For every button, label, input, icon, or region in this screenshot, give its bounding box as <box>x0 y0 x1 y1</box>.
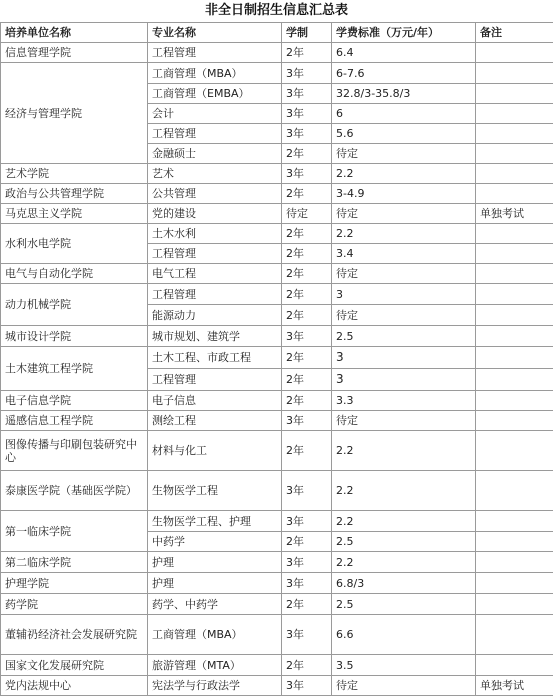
fee-cell: 2.5 <box>332 326 476 347</box>
note-cell <box>476 511 553 532</box>
note-cell <box>476 63 553 84</box>
major-cell: 电子信息 <box>148 391 282 411</box>
header-years: 学制 <box>282 23 332 43</box>
admissions-table <box>0 22 553 696</box>
fee-cell: 6-7.6 <box>332 63 476 84</box>
fee-cell: 待定 <box>332 305 476 326</box>
note-cell <box>476 305 553 326</box>
fee-cell: 3.5 <box>332 655 476 676</box>
years-cell: 2年 <box>282 532 332 552</box>
major-cell: 护理 <box>148 573 282 594</box>
table-row <box>1 676 553 696</box>
header-unit: 培养单位名称 <box>1 23 148 43</box>
unit-cell: 董辅礽经济社会发展研究院 <box>1 615 148 655</box>
major-cell: 工商管理（EMBA） <box>148 84 282 104</box>
major-cell: 工商管理（MBA） <box>148 615 282 655</box>
table-row <box>1 284 553 305</box>
note-cell <box>476 124 553 144</box>
note-cell <box>476 284 553 305</box>
unit-cell: 第二临床学院 <box>1 552 148 573</box>
major-cell: 土木水利 <box>148 224 282 244</box>
years-cell: 3年 <box>282 84 332 104</box>
note-cell: 单独考试 <box>476 676 553 696</box>
major-cell: 测绘工程 <box>148 411 282 431</box>
fee-cell: 5.6 <box>332 124 476 144</box>
unit-cell: 电气与自动化学院 <box>1 264 148 284</box>
fee-cell: 3.4 <box>332 244 476 264</box>
years-cell: 2年 <box>282 594 332 615</box>
table-row <box>1 204 553 224</box>
fee-cell: 2.2 <box>332 224 476 244</box>
note-cell <box>476 471 553 511</box>
fee-cell: 待定 <box>332 676 476 696</box>
years-cell: 3年 <box>282 552 332 573</box>
note-cell <box>476 144 553 164</box>
table-row <box>1 471 553 511</box>
table-row <box>1 63 553 84</box>
unit-cell: 艺术学院 <box>1 164 148 184</box>
years-cell: 2年 <box>282 347 332 369</box>
years-cell: 2年 <box>282 43 332 63</box>
fee-cell: 6.6 <box>332 615 476 655</box>
years-cell: 3年 <box>282 411 332 431</box>
major-cell: 中药学 <box>148 532 282 552</box>
fee-cell: 待定 <box>332 144 476 164</box>
years-cell: 2年 <box>282 264 332 284</box>
major-cell: 金融硕士 <box>148 144 282 164</box>
years-cell: 待定 <box>282 204 332 224</box>
fee-cell: 待定 <box>332 264 476 284</box>
major-cell: 护理 <box>148 552 282 573</box>
header-note: 备注 <box>476 23 553 43</box>
major-cell: 城市规划、建筑学 <box>148 326 282 347</box>
note-cell <box>476 532 553 552</box>
fee-cell: 2.2 <box>332 431 476 471</box>
years-cell: 3年 <box>282 511 332 532</box>
fee-cell: 6 <box>332 104 476 124</box>
fee-cell: 2.5 <box>332 532 476 552</box>
fee-cell: 6.8/3 <box>332 573 476 594</box>
fee-cell: 2.2 <box>332 471 476 511</box>
unit-cell: 遥感信息工程学院 <box>1 411 148 431</box>
table-row <box>1 224 553 244</box>
fee-cell: 2.5 <box>332 594 476 615</box>
fee-cell: 3-4.9 <box>332 184 476 204</box>
note-cell <box>476 615 553 655</box>
note-cell <box>476 655 553 676</box>
table-row <box>1 411 553 431</box>
table-row <box>1 264 553 284</box>
major-cell: 工程管理 <box>148 43 282 63</box>
unit-cell: 政治与公共管理学院 <box>1 184 148 204</box>
table-row <box>1 43 553 63</box>
major-cell: 材料与化工 <box>148 431 282 471</box>
unit-cell: 信息管理学院 <box>1 43 148 63</box>
fee-cell: 32.8/3-35.8/3 <box>332 84 476 104</box>
note-cell <box>476 43 553 63</box>
years-cell: 3年 <box>282 326 332 347</box>
table-row <box>1 573 553 594</box>
major-cell: 工程管理 <box>148 369 282 391</box>
years-cell: 2年 <box>282 244 332 264</box>
major-cell: 生物医学工程 <box>148 471 282 511</box>
years-cell: 2年 <box>282 305 332 326</box>
unit-cell: 护理学院 <box>1 573 148 594</box>
major-cell: 能源动力 <box>148 305 282 326</box>
note-cell <box>476 369 553 391</box>
major-cell: 旅游管理（MTA） <box>148 655 282 676</box>
note-cell <box>476 391 553 411</box>
note-cell <box>476 104 553 124</box>
major-cell: 党的建设 <box>148 204 282 224</box>
unit-cell: 土木建筑工程学院 <box>1 347 148 391</box>
table-row <box>1 431 553 471</box>
unit-cell: 党内法规中心 <box>1 676 148 696</box>
unit-cell: 马克思主义学院 <box>1 204 148 224</box>
unit-cell: 城市设计学院 <box>1 326 148 347</box>
table-row <box>1 552 553 573</box>
major-cell: 生物医学工程、护理 <box>148 511 282 532</box>
years-cell: 2年 <box>282 369 332 391</box>
table-row <box>1 326 553 347</box>
note-cell <box>476 224 553 244</box>
note-cell <box>476 594 553 615</box>
major-cell: 工程管理 <box>148 244 282 264</box>
note-cell <box>476 264 553 284</box>
years-cell: 2年 <box>282 284 332 305</box>
table-row <box>1 391 553 411</box>
note-cell <box>476 164 553 184</box>
major-cell: 工程管理 <box>148 284 282 305</box>
major-cell: 工商管理（MBA） <box>148 63 282 84</box>
unit-cell: 电子信息学院 <box>1 391 148 411</box>
unit-cell: 国家文化发展研究院 <box>1 655 148 676</box>
major-cell: 工程管理 <box>148 124 282 144</box>
table-row <box>1 594 553 615</box>
note-cell <box>476 184 553 204</box>
years-cell: 2年 <box>282 391 332 411</box>
years-cell: 3年 <box>282 104 332 124</box>
fee-cell: 6.4 <box>332 43 476 63</box>
unit-cell: 图像传播与印刷包装研究中心 <box>1 431 148 471</box>
years-cell: 3年 <box>282 124 332 144</box>
fee-cell: 3 <box>332 347 476 369</box>
fee-cell: 3 <box>332 369 476 391</box>
table-title: 非全日制招生信息汇总表 <box>204 3 348 18</box>
unit-cell: 泰康医学院（基础医学院） <box>1 471 148 511</box>
major-cell: 艺术 <box>148 164 282 184</box>
years-cell: 3年 <box>282 164 332 184</box>
years-cell: 3年 <box>282 676 332 696</box>
years-cell: 3年 <box>282 573 332 594</box>
fee-cell: 2.2 <box>332 164 476 184</box>
unit-cell: 经济与管理学院 <box>1 63 148 164</box>
unit-cell: 第一临床学院 <box>1 511 148 552</box>
major-cell: 公共管理 <box>148 184 282 204</box>
years-cell: 2年 <box>282 224 332 244</box>
note-cell <box>476 326 553 347</box>
fee-cell: 3.3 <box>332 391 476 411</box>
header-major: 专业名称 <box>148 23 282 43</box>
major-cell: 宪法学与行政法学 <box>148 676 282 696</box>
note-cell <box>476 411 553 431</box>
unit-cell: 动力机械学院 <box>1 284 148 326</box>
table-row <box>1 655 553 676</box>
years-cell: 2年 <box>282 655 332 676</box>
major-cell: 会计 <box>148 104 282 124</box>
note-cell <box>476 573 553 594</box>
years-cell: 2年 <box>282 184 332 204</box>
fee-cell: 2.2 <box>332 511 476 532</box>
fee-cell: 待定 <box>332 204 476 224</box>
years-cell: 3年 <box>282 471 332 511</box>
fee-cell: 待定 <box>332 411 476 431</box>
table-row <box>1 615 553 655</box>
fee-cell: 2.2 <box>332 552 476 573</box>
major-cell: 土木工程、市政工程 <box>148 347 282 369</box>
table-row <box>1 347 553 369</box>
table-row <box>1 164 553 184</box>
years-cell: 3年 <box>282 63 332 84</box>
years-cell: 2年 <box>282 431 332 471</box>
note-cell: 单独考试 <box>476 204 553 224</box>
years-cell: 2年 <box>282 144 332 164</box>
note-cell <box>476 84 553 104</box>
note-cell <box>476 552 553 573</box>
unit-cell: 水利水电学院 <box>1 224 148 264</box>
note-cell <box>476 347 553 369</box>
header-row <box>1 23 553 43</box>
header-fee: 学费标准（万元/年） <box>332 23 476 43</box>
major-cell: 药学、中药学 <box>148 594 282 615</box>
note-cell <box>476 244 553 264</box>
fee-cell: 3 <box>332 284 476 305</box>
unit-cell: 药学院 <box>1 594 148 615</box>
major-cell: 电气工程 <box>148 264 282 284</box>
years-cell: 3年 <box>282 615 332 655</box>
note-cell <box>476 431 553 471</box>
table-row <box>1 511 553 532</box>
table-row <box>1 184 553 204</box>
